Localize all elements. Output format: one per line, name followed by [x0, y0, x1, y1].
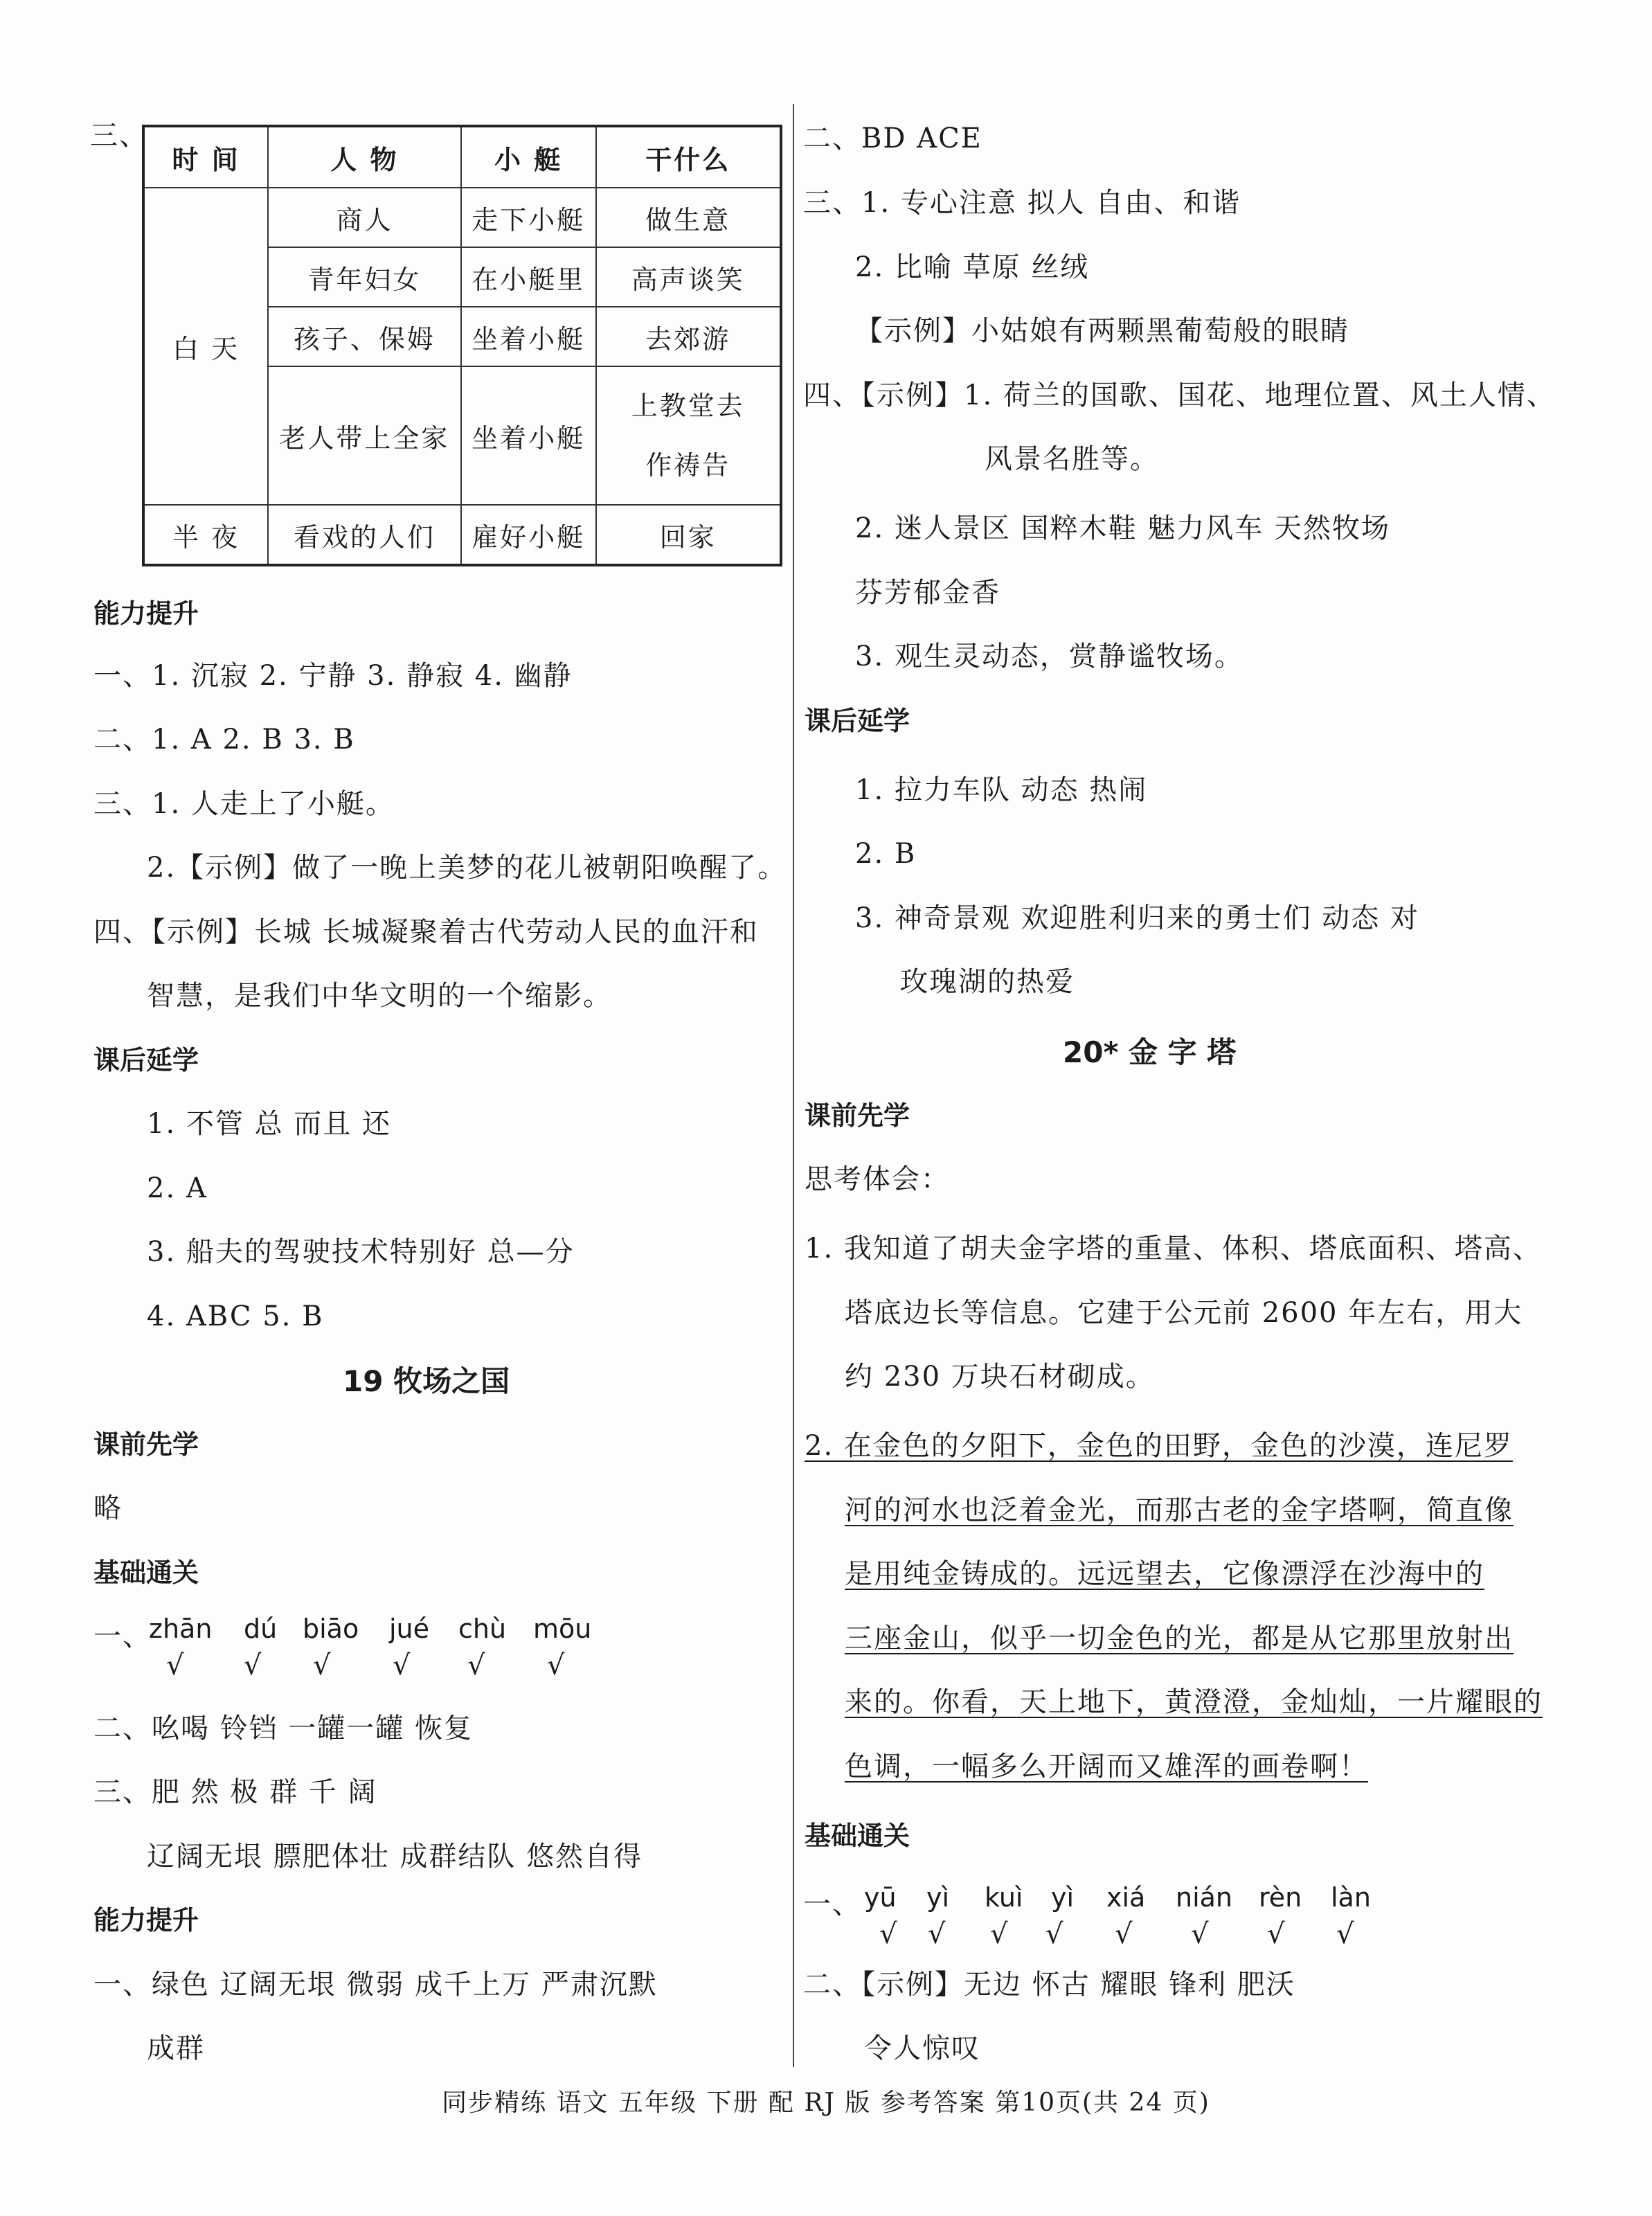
check-mark-icon: √	[393, 1650, 411, 1681]
answer-line: 二、【示例】无边 怀古 耀眼 锋利 肥沃	[803, 1969, 1295, 2001]
table-cell: 坐着小艇	[461, 307, 596, 366]
column-divider	[793, 104, 794, 2067]
pinyin: kuì	[985, 1882, 1023, 1913]
answer-line: 【示例】小姑娘有两颗黑葡萄般的眼睛	[855, 315, 1349, 347]
answer-line: 3. 观生灵动态，赏静谧牧场。	[855, 641, 1244, 672]
check-mark-icon: √	[1267, 1918, 1285, 1950]
table-cell: 在小艇里	[461, 247, 596, 307]
table-cell	[596, 366, 781, 505]
answer-line: 2.【示例】做了一晚上美梦的花儿被朝阳唤醒了。	[147, 852, 787, 884]
answer-line: 1. 不管 总 而且 还	[147, 1108, 392, 1140]
answer-line: 二、BD ACE	[803, 123, 982, 154]
answer-line: 二、1. A 2. B 3. B	[93, 724, 355, 756]
check-mark-icon: √	[547, 1650, 565, 1681]
night-label: 半 夜	[143, 505, 268, 565]
table-cell-line: 作祷告	[645, 450, 731, 481]
pinyin: xiá	[1106, 1882, 1146, 1913]
pinyin: dú	[244, 1614, 278, 1644]
answer-line: 三、1. 人走上了小艇。	[93, 788, 395, 820]
table-cell: 走下小艇	[461, 188, 596, 247]
check-mark-icon: √	[1336, 1918, 1354, 1950]
section-heading: 基础通关	[805, 1821, 910, 1851]
underlined-answer-line: 是用纯金铸成的。远远望去，它像漂浮在沙海中的	[845, 1558, 1484, 1590]
answer-line: 三、1. 专心注意 拟人 自由、和谐	[803, 187, 1241, 219]
pinyin: mōu	[533, 1614, 592, 1644]
pinyin: rèn	[1259, 1882, 1302, 1913]
answer-line: 1. 拉力车队 动态 热闹	[855, 774, 1148, 806]
header-time: 时 间	[143, 126, 268, 188]
answer-line: 2. 比喻 草原 丝绒	[855, 251, 1090, 283]
check-mark-icon: √	[1045, 1918, 1063, 1950]
answer-line: 三、肥 然 极 群 千 阔	[93, 1776, 377, 1808]
answer-line: 四、【示例】1. 荷兰的国歌、国花、地理位置、风土人情、	[803, 379, 1556, 411]
pinyin: zhān	[149, 1614, 213, 1644]
pinyin: biāo	[303, 1614, 359, 1644]
underlined-answer-line: 2. 在金色的夕阳下，金色的田野，金色的沙漠，连尼罗	[805, 1430, 1513, 1462]
section-heading: 课后延学	[93, 1045, 199, 1075]
section-heading: 基础通关	[93, 1557, 199, 1588]
answer-line: 芬芳郁金香	[855, 577, 1000, 609]
check-mark-icon: √	[313, 1650, 331, 1681]
table-cell: 孩子、保姆	[268, 307, 461, 366]
check-mark-icon: √	[467, 1650, 485, 1681]
answer-line: 智慧，是我们中华文明的一个缩影。	[147, 980, 612, 1012]
underlined-answer-line: 河的河水也泛着金光，而那古老的金字塔啊，简直像	[845, 1494, 1514, 1526]
answer-table	[142, 125, 782, 566]
answer-line: 思考体会：	[805, 1163, 950, 1195]
header-boat: 小 艇	[461, 126, 596, 188]
pinyin-row	[803, 1882, 1530, 1958]
pinyin: nián	[1176, 1882, 1233, 1913]
pinyin: làn	[1331, 1882, 1371, 1913]
answer-line: 2. 迷人景区 国粹木鞋 魅力风车 天然牧场	[855, 512, 1391, 544]
table-cell-line: 上教堂去	[631, 391, 745, 421]
table-prefix: 三、	[90, 120, 148, 152]
table-cell: 雇好小艇	[461, 505, 596, 565]
underlined-answer-line: 来的。你看，天上地下，黄澄澄，金灿灿，一片耀眼的	[845, 1686, 1543, 1718]
answer-line: 辽阔无垠 膘肥体壮 成群结队 悠然自得	[147, 1841, 643, 1873]
table-cell: 做生意	[596, 188, 781, 247]
table-cell: 坐着小艇	[461, 366, 596, 505]
check-mark-icon: √	[244, 1650, 262, 1681]
check-mark-icon: √	[990, 1918, 1008, 1950]
section-heading: 能力提升	[93, 598, 199, 629]
table-cell: 去郊游	[596, 307, 781, 366]
page-footer: 同步精练 语文 五年级 下册 配 RJ 版 参考答案 第10页(共 24 页)	[442, 2089, 1210, 2117]
day-label: 白 天	[143, 188, 268, 505]
answer-line: 令人惊叹	[864, 2032, 980, 2064]
pinyin-row	[90, 1614, 713, 1690]
header-doing: 干什么	[596, 126, 781, 188]
answer-line: 约 230 万块石材砌成。	[845, 1361, 1155, 1393]
section-heading: 课前先学	[93, 1429, 199, 1460]
pinyin-prefix: 一、	[93, 1620, 152, 1652]
table-cell: 商人	[268, 188, 461, 247]
answer-line: 3. 神奇景观 欢迎胜利归来的勇士们 动态 对	[855, 902, 1420, 934]
answer-line: 2. A	[147, 1172, 208, 1204]
table-cell: 看戏的人们	[268, 505, 461, 565]
pinyin-prefix: 一、	[803, 1888, 861, 1920]
answer-line: 玫瑰湖的热爱	[900, 966, 1075, 998]
check-mark-icon: √	[166, 1650, 184, 1681]
underlined-answer-line: 三座金山，似乎一切金色的光，都是从它那里放射出	[845, 1623, 1514, 1654]
pinyin: chù	[458, 1614, 507, 1644]
table-cell: 高声谈笑	[596, 247, 781, 307]
answer-line: 成群	[147, 2032, 205, 2064]
answer-line: 3. 船夫的驾驶技术特别好 总—分	[147, 1236, 575, 1268]
answer-line: 一、绿色 辽阔无垠 微弱 成千上万 严肃沉默	[93, 1969, 658, 2001]
pinyin: yū	[864, 1882, 897, 1913]
table-cell: 老人带上全家	[268, 366, 461, 505]
answer-line: 风景名胜等。	[985, 443, 1159, 475]
section-heading: 课后延学	[805, 706, 910, 736]
answer-line: 4. ABC 5. B	[147, 1301, 324, 1332]
answer-line: 2. B	[855, 838, 917, 870]
check-mark-icon: √	[879, 1918, 897, 1950]
table-row-night	[143, 505, 781, 565]
answer-line: 四、【示例】长城 长城凝聚着古代劳动人民的血汗和	[93, 916, 759, 948]
check-mark-icon: √	[1191, 1918, 1209, 1950]
answer-line: 塔底边长等信息。它建于公元前 2600 年左右，用大	[845, 1297, 1523, 1329]
lesson-title: 20* 金 字 塔	[1063, 1035, 1237, 1069]
answer-line: 二、吆喝 铃铛 一罐一罐 恢复	[93, 1713, 474, 1744]
pinyin: yì	[1051, 1882, 1075, 1913]
underlined-answer-line: 色调，一幅多么开阔而又雄浑的画卷啊！	[845, 1751, 1368, 1782]
header-person: 人 物	[268, 126, 461, 188]
table-cell: 回家	[596, 505, 781, 565]
table-header-row	[143, 126, 781, 188]
answer-line: 略	[93, 1492, 123, 1524]
section-heading: 能力提升	[93, 1905, 199, 1936]
check-mark-icon: √	[928, 1918, 946, 1950]
table-cell: 青年妇女	[268, 247, 461, 307]
lesson-title: 19 牧场之国	[343, 1364, 510, 1398]
section-heading: 课前先学	[805, 1100, 910, 1131]
table-row	[143, 188, 781, 247]
pinyin: yì	[926, 1882, 950, 1913]
answer-line: 一、1. 沉寂 2. 宁静 3. 静寂 4. 幽静	[93, 660, 573, 692]
pinyin: jué	[389, 1614, 430, 1644]
check-mark-icon: √	[1115, 1918, 1133, 1950]
answer-line: 1. 我知道了胡夫金字塔的重量、体积、塔底面积、塔高、	[805, 1233, 1542, 1265]
